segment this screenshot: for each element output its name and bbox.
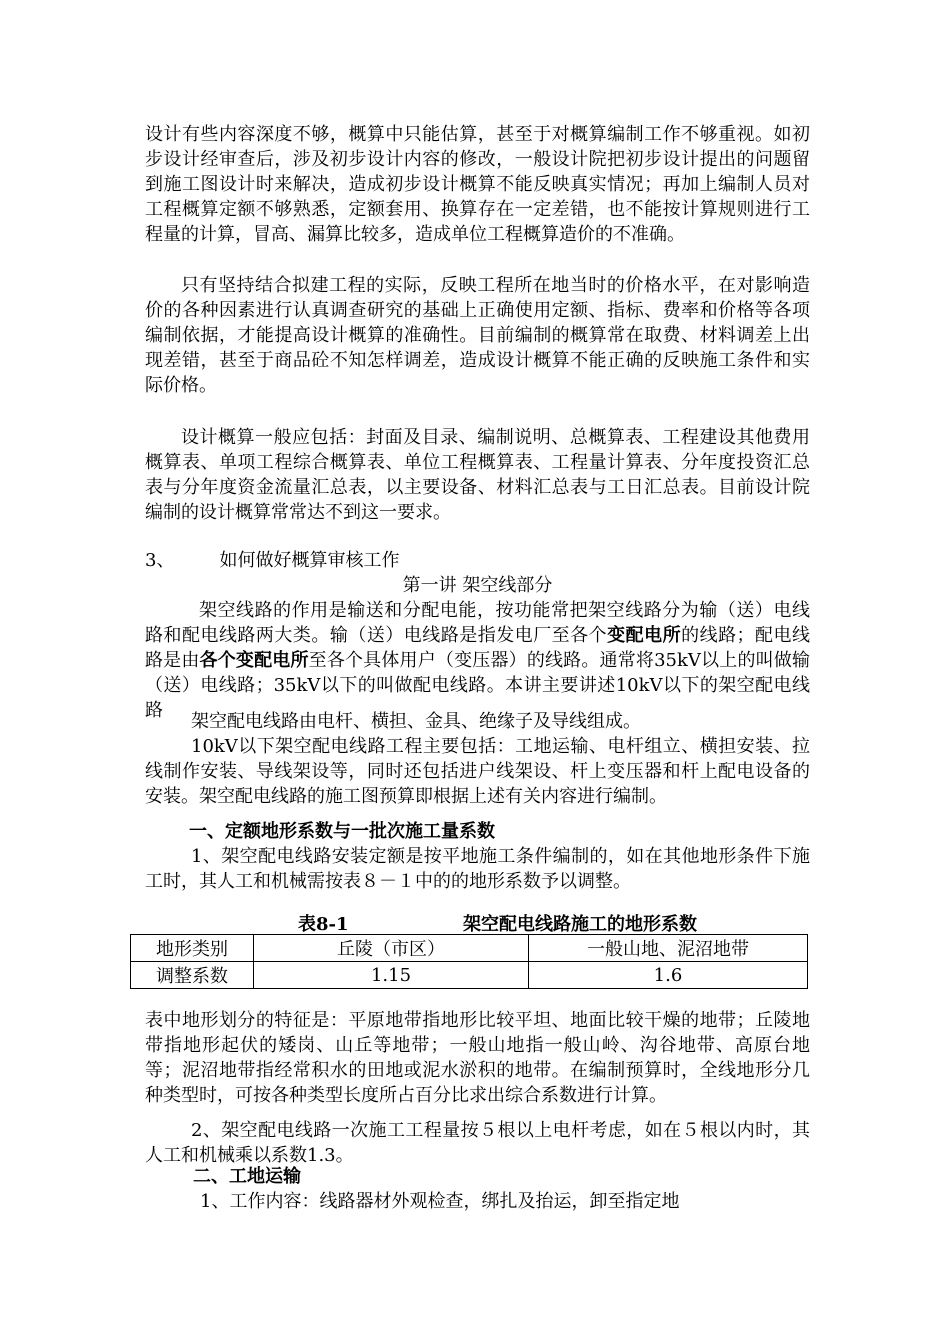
paragraph-design-depth: 设计有些内容深度不够，概算中只能估算，甚至于对概算编制工作不够重视。如初步设计经审查后，涉及初步设计内容的修改，一般设计院把初步设计提出的问题留到施工图设计时来解决，造成初步设计概算不能反映真实情况；再加上编制人员对工程概算定额不够熟悉，定额套用、换算存在一定差错，也不能按计算规则进行工程量的计算，冒高、漏算比较多，造成单位工程概算造价的不准确。 xyxy=(145,124,810,245)
lecture-title: 第一讲 架空线部分 xyxy=(402,575,553,596)
table-number: 表8-1 xyxy=(298,914,349,935)
bold-term-substations: 各个变配电所 xyxy=(199,650,309,671)
table-cell: 1.6 xyxy=(529,962,808,989)
paragraph-quota-terrain: 1、架空配电线路安装定额是按平地施工条件编制的，如在其他地形条件下施工时，其人工和机械需按表８－１中的的地形系数予以调整。 xyxy=(145,846,810,892)
paragraph-project-scope: 10kV以下架空配电线路工程主要包括：工地运输、电杆组立、横担安装、拉线制作安装、导线架设等，同时还包括进户线架设、杆上变压器和杆上配电设备的安装。架空配电线路的施工图预算即根据上述有关内容进行编制。 xyxy=(145,736,810,807)
table-caption xyxy=(145,910,810,934)
section-title: 如何做好概算审核工作 xyxy=(219,550,400,571)
table-cell: 丘陵（市区） xyxy=(254,935,529,962)
table-cell: 1.15 xyxy=(254,962,529,989)
paragraph-components: 架空配电线路由电杆、横担、金具、绝缘子及导线组成。 xyxy=(191,711,641,732)
table-header-row xyxy=(131,935,808,962)
terrain-coefficient-table xyxy=(130,934,808,989)
table-row xyxy=(131,962,808,989)
table-title: 架空配电线路施工的地形系数 xyxy=(463,914,697,935)
section-number: 3、 xyxy=(145,550,175,571)
paragraph-terrain-features: 表中地形划分的特征是：平原地带指地形比较平坦、地面比较干燥的地带；丘陵地带指地形起伏的矮岗、山丘等地带；一般山地指一般山岭、沟谷地带、高原台地等；泥沼地带指经常积水的田地或泥水淤积的地带。在编制预算时，全线地形分几种类型时，可按各种类型长度所占百分比求出综合系数进行计算。 xyxy=(145,1010,810,1106)
paragraph-estimate-contents: 设计概算一般应包括：封面及目录、编制说明、总概算表、工程建设其他费用概算表、单项工程综合概算表、单位工程概算表、工程量计算表、分年度投资汇总表与分年度资金流量汇总表，以主要设备、材料汇总表与工日汇总表。目前设计院编制的设计概算常常达不到这一要求。 xyxy=(145,427,810,523)
paragraph-actual-conditions: 只有坚持结合拟建工程的实际，反映工程所在地当时的价格水平，在对影响造价的各种因素进行认真调查研究的基础上正确使用定额、指标、费率和价格等各项编制依据，才能提高设计概算的准确性。目前编制的概算常在取费、材料调差上出现差错，甚至于商品砼不知怎样调差，造成设计概算不能正确的反映施工条件和实际价格。 xyxy=(145,275,810,396)
bold-term-substation: 变配电所 xyxy=(607,625,682,646)
paragraph-overhead-lines: 架空线路的作用是输送和分配电能，按功能常把架空线路分为输（送）电线路和配电线路两大类。输（送）电线路是指发电厂至各个变配电所的线路；配电线路是由各个变配电所至各个具体用户（变压器）的线路。通常将35kV以上的叫做输（送）电线路；35kV以下的叫做配电线路。本讲主要讲述10kV以下的架空配电线路 xyxy=(145,600,811,721)
section-heading-3 xyxy=(145,548,810,573)
heading-terrain-coefficient: 一、定额地形系数与一批次施工量系数 xyxy=(189,821,495,842)
table-cell: 一般山地、泥沼地带 xyxy=(529,935,808,962)
table-cell: 地形类别 xyxy=(131,935,254,962)
table-cell: 调整系数 xyxy=(131,962,254,989)
paragraph-pole-count: 2、架空配电线路一次施工工程量按５根以上电杆考虑，如在５根以内时，其人工和机械乘以系数1.3。 xyxy=(145,1120,810,1166)
heading-site-transport: 二、工地运输 xyxy=(193,1166,301,1187)
paragraph-work-content: 1、工作内容：线路器材外观检查，绑扎及抬运，卸至指定地 xyxy=(200,1191,680,1212)
